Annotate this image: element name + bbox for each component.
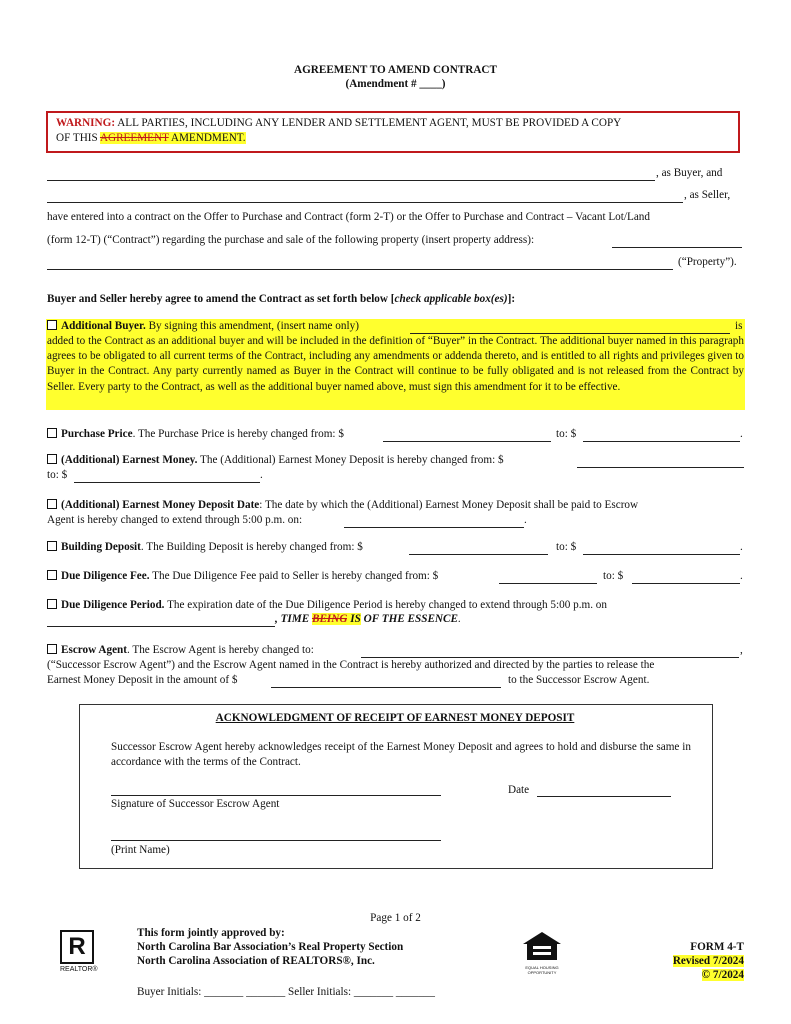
acknowledgment-title: ACKNOWLEDGMENT OF RECEIPT OF EARNEST MONEY DEPOSIT — [215, 712, 575, 724]
struck-being: BEING — [312, 613, 348, 625]
amend-intro: Buyer and Seller hereby agree to amend the Contract as set forth below [check applicable box(es)]: — [47, 293, 516, 305]
ack-date-field[interactable] — [537, 796, 671, 797]
warning-text: WARNING: ALL PARTIES, INCLUDING ANY LENDER AND SETTLEMENT AGENT, MUST BE PROVIDED A COPY OF THIS AGREEMENT AMENDMENT. — [56, 117, 622, 144]
time-of-essence: , TIME BEING IS OF THE ESSENCE. — [275, 613, 461, 625]
building-deposit-from-field[interactable] — [409, 554, 548, 555]
dd-period-checkbox[interactable] — [47, 599, 57, 609]
equal-housing-logo — [517, 930, 567, 975]
escrow-agent-title: Escrow Agent — [61, 644, 127, 656]
additional-buyer-checkbox[interactable] — [47, 320, 57, 330]
approval-block: This form jointly approved by: North Carolina Bar Association’s Real Property Section North Carolina Association of REALTORS®, Inc. — [137, 927, 404, 967]
page-number: Page 1 of 2 — [370, 912, 421, 924]
form-number: FORM 4-T — [690, 941, 744, 953]
earnest-date-checkbox[interactable] — [47, 499, 57, 509]
escrow-agent-checkbox[interactable] — [47, 644, 57, 654]
contract-line: have entered into a contract on the Offer to Purchase and Contract (form 2-T) or the Offer to Purchase and Contract – Vacant Lot/Land — [47, 211, 650, 223]
equal-housing-icon — [517, 930, 567, 962]
earnest-money-from-field[interactable] — [577, 467, 744, 468]
escrow-agent-field[interactable] — [361, 657, 739, 658]
realtor-wordmark: REALTOR® — [60, 966, 98, 973]
date-label: Date — [508, 784, 530, 796]
property-address-field-1[interactable] — [612, 247, 742, 248]
property-address-label: (form 12-T) (“Contract”) regarding the purchase and sale of the following property (insert property address): — [47, 234, 535, 246]
added-amendment: AMENDMENT. — [168, 132, 246, 144]
struck-agreement: AGREEMENT — [99, 132, 169, 144]
amendment-number: (Amendment # ____) — [345, 78, 446, 90]
dd-period-date-field[interactable] — [47, 626, 275, 627]
building-deposit-row: Building Deposit. The Building Deposit is hereby changed from: $ — [47, 541, 363, 553]
dd-fee-from-field[interactable] — [499, 583, 597, 584]
initials-line: Buyer Initials: _______ _______ Seller Initials: _______ _______ — [137, 986, 435, 998]
buyer-name-field[interactable] — [47, 180, 655, 181]
earnest-money-to-field[interactable] — [74, 482, 260, 483]
earnest-money-title: (Additional) Earnest Money. — [61, 454, 198, 466]
signature-label: Signature of Successor Escrow Agent — [111, 798, 280, 810]
purchase-price-title: Purchase Price — [61, 428, 133, 440]
seller-name-field[interactable] — [47, 202, 683, 203]
building-deposit-checkbox[interactable] — [47, 541, 57, 551]
realtor-logo — [60, 930, 98, 973]
dd-period-row: Due Diligence Period. The expiration date of the Due Diligence Period is hereby changed to extend through 5:00 p.m. on — [47, 599, 744, 611]
additional-buyer-title: Additional Buyer. — [61, 320, 146, 332]
earnest-date-field[interactable] — [344, 527, 524, 528]
dd-fee-to-field[interactable] — [632, 583, 740, 584]
dd-period-title: Due Diligence Period. — [61, 599, 165, 611]
additional-buyer-body: added to the Contract as an additional buyer and will be included in the definition of “Buyer” in the Contract. The additional buyer named in this paragraph agrees to be obligated to all current terms of the Contract, including any amendments or addenda thereto, and is entitled to all rights and privileges given to Buyer in the Contract. Any party currently named as Buyer in the Contract will continue to be fully obligated and is not released from the Contract by Seller. Every party to the Contract, as well as the additional buyer named above, must sign this amendment for it to be effective. — [47, 335, 744, 393]
buyer-label: , as Buyer, and — [656, 167, 723, 179]
form-id-block — [640, 940, 744, 982]
escrow-signature-field[interactable] — [111, 795, 441, 796]
purchase-price-checkbox[interactable] — [47, 428, 57, 438]
additional-buyer-line1: Additional Buyer. By signing this amendment, (insert name only) — [47, 320, 744, 332]
print-name-field[interactable] — [111, 840, 441, 841]
added-is: IS — [347, 613, 361, 625]
purchase-price-row: Purchase Price. The Purchase Price is hereby changed from: $ — [47, 428, 344, 440]
seller-label: , as Seller, — [684, 189, 731, 201]
earnest-date-title: (Additional) Earnest Money Deposit Date — [61, 499, 260, 511]
earnest-date-row: (Additional) Earnest Money Deposit Date: The date by which the (Additional) Earnest Money Deposit shall be paid to Escrow — [47, 499, 638, 511]
building-deposit-title: Building Deposit — [61, 541, 141, 553]
purchase-price-from-field[interactable] — [383, 441, 551, 442]
escrow-agent-row: Escrow Agent. The Escrow Agent is hereby changed to: — [47, 644, 314, 656]
copyright: © 7/2024 — [701, 969, 744, 981]
dd-fee-title: Due Diligence Fee. — [61, 570, 150, 582]
purchase-price-to-field[interactable] — [583, 441, 740, 442]
property-label: (“Property”). — [678, 256, 737, 268]
earnest-money-row: (Additional) Earnest Money. The (Additional) Earnest Money Deposit is hereby changed from: $ — [47, 454, 504, 466]
building-deposit-to-field[interactable] — [583, 554, 740, 555]
warning-label: WARNING: — [56, 117, 116, 129]
realtor-r-icon: R — [60, 930, 94, 964]
acknowledgment-body: Successor Escrow Agent hereby acknowledges receipt of the Earnest Money Deposit and agrees to hold and disburse the same in accordance with the terms of the Contract. — [111, 741, 691, 768]
property-address-field-2[interactable] — [47, 269, 673, 270]
dd-fee-checkbox[interactable] — [47, 570, 57, 580]
acknowledgment-box — [79, 704, 713, 869]
revised-date: Revised 7/2024 — [672, 955, 744, 967]
escrow-amount-field[interactable] — [271, 687, 501, 688]
equal-housing-text: EQUAL HOUSING OPPORTUNITY — [525, 965, 559, 975]
print-name-label: (Print Name) — [111, 844, 170, 856]
dd-fee-row: Due Diligence Fee. The Due Diligence Fee paid to Seller is hereby changed from: $ — [47, 570, 438, 582]
earnest-money-checkbox[interactable] — [47, 454, 57, 464]
page-title: AGREEMENT TO AMEND CONTRACT — [294, 64, 497, 76]
